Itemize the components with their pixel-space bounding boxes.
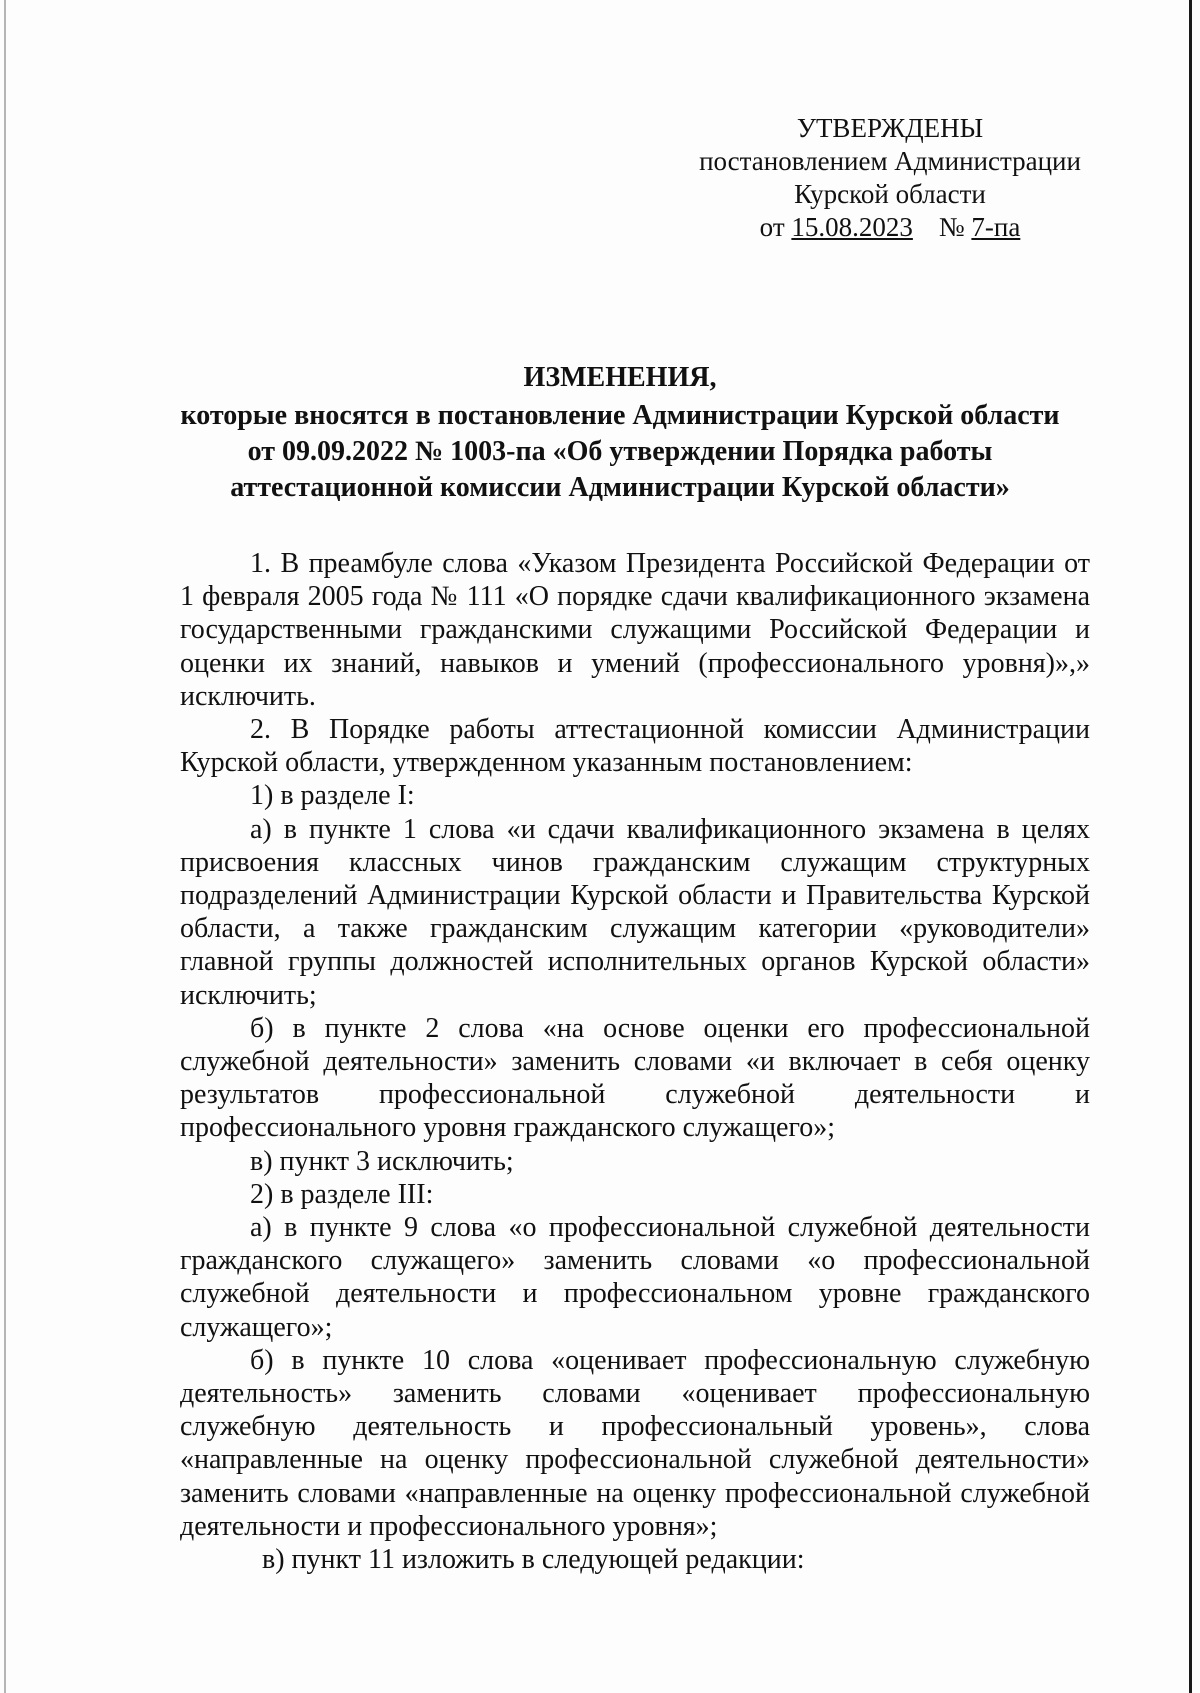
title-line-2: от 09.09.2022 № 1003-па «Об утверждении Порядка работы	[247, 436, 993, 467]
paragraph-8: а) в пункте 9 слова «о профессиональной служебной деятельности гражданского служащего» заменить словами «о профессиональной служебной деятельности и профессиональном уровне гражданского служащего»;	[180, 1212, 1090, 1343]
title-main: ИЗМЕНЕНИЯ,	[523, 362, 717, 393]
document-title	[160, 360, 1080, 506]
paragraph-6: в) пункт 3 исключить;	[250, 1145, 514, 1177]
paragraph-5: б) в пункте 2 слова «на основе оценки его профессиональной служебной деятельности» заменить словами «и включает в себя оценку результатов профессиональной служебной деятельности и профессионального уровня гражданского служащего»;	[180, 1012, 1090, 1144]
scan-edge-right	[1189, 0, 1192, 1693]
approval-date-line	[690, 211, 1090, 244]
date-prefix: от	[759, 212, 785, 242]
approval-heading: УТВЕРЖДЕНЫ	[796, 113, 984, 143]
paragraph-9: б) в пункте 10 слова «оценивает профессиональную служебную деятельность» заменить словами «оценивает профессиональную служебную деятельность и профессиональный уровень», слова «направленные на оценку профессиональной служебной деятельности» заменить словами «направленные на оценку профессиональной служебной деятельности и профессионального уровня»;	[180, 1344, 1090, 1542]
scan-edge-left	[4, 0, 6, 1693]
title-line-1: которые вносятся в постановление Администрации Курской области	[180, 400, 1060, 431]
paragraph-3: 1) в разделе I:	[250, 780, 415, 812]
number-prefix: №	[938, 212, 965, 242]
paragraph-7: 2) в разделе III:	[250, 1178, 434, 1210]
paragraph-2: 2. В Порядке работы аттестационной комиссии Администрации Курской области, утвержденном указанным постановлением:	[180, 714, 1090, 779]
approval-authority: постановлением Администрации	[699, 146, 1081, 176]
approval-date: 15.08.2023	[791, 212, 913, 242]
approval-number: 7-па	[971, 212, 1021, 242]
title-line-3: аттестационной комиссии Администрации Курской области»	[230, 472, 1010, 503]
approval-stamp-block	[690, 112, 1090, 244]
approval-region: Курской области	[794, 179, 986, 209]
paragraph-4: а) в пункте 1 слова «и сдачи квалификационного экзамена в целях присвоения классных чинов гражданским служащим структурных подразделений Администрации Курской области и Правительства Курской области, а также гражданским служащим категории «руководители» главной группы должностей исполнительных органов Курской области» исключить;	[180, 813, 1090, 1011]
document-body	[180, 547, 1090, 1576]
paragraph-1: 1. В преамбуле слова «Указом Президента Российской Федерации от 1 февраля 2005 года № 111 «О порядке сдачи квалификационного экзамена государственными гражданскими служащими Российской Федерации и оценки их знаний, навыков и умений (профессионального уровня)»,» исключить.	[180, 548, 1090, 712]
paragraph-10: в) пункт 11 изложить в следующей редакции:	[262, 1544, 805, 1576]
